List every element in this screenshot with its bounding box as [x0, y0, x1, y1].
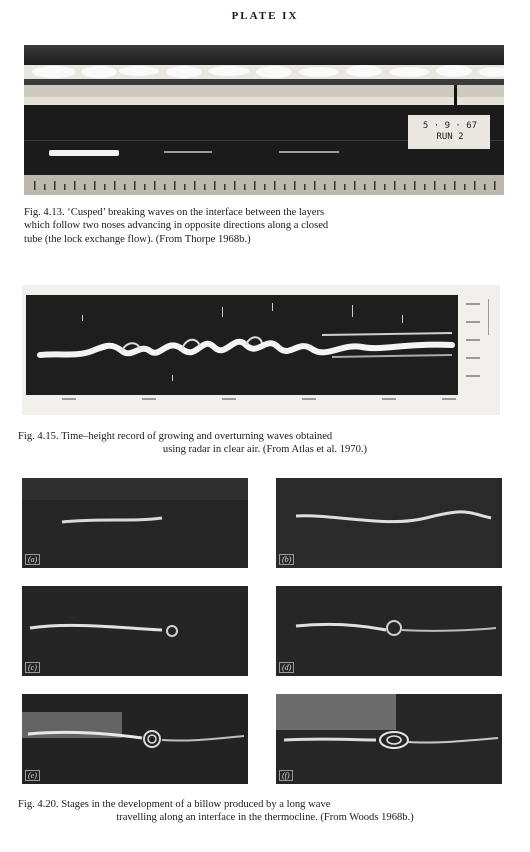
figure-4-20-caption	[18, 798, 512, 825]
plate-title: PLATE IX	[231, 10, 299, 22]
figure-4-15-caption	[18, 430, 512, 457]
billow-panel-b	[276, 478, 502, 568]
billow-panel-d	[276, 586, 502, 676]
figure-4-15-caption-line-2: using radar in clear air. (From Atlas et al. 1970.)	[162, 444, 368, 456]
billow-panel-a	[22, 478, 248, 568]
lock-exchange-tube-photo	[24, 45, 504, 195]
tube-run-label: RUN 2	[436, 132, 464, 142]
figure-4-13-caption-line-3: tube (the lock exchange flow). (From Thorpe 1968b.)	[24, 233, 251, 245]
billow-panel-c	[22, 586, 248, 676]
panel-label-b: (b)	[279, 554, 294, 565]
figure-4-13-caption-line-2: which follow two noses advancing in opposite directions along a closed	[24, 220, 329, 232]
radar-time-height-record	[22, 285, 500, 415]
figure-4-15-caption-line-1: Fig. 4.15. Time–height record of growing and overturning waves obtained	[18, 431, 333, 442]
billow-panel-e	[22, 694, 248, 784]
panel-label-f: (f)	[279, 770, 293, 781]
billow-panel-f	[276, 694, 502, 784]
figure-4-13-caption-line-1: Fig. 4.13. ‘Cusped’ breaking waves on the interface between the layers	[24, 207, 325, 218]
figure-4-13-caption	[24, 206, 510, 246]
panel-label-c: (c)	[25, 662, 40, 673]
tube-date-label: 5 · 9 · 67	[422, 121, 478, 131]
figure-4-20-caption-line-1: Fig. 4.20. Stages in the development of a billow produced by a long wave	[18, 799, 331, 810]
panel-label-d: (d)	[279, 662, 294, 673]
panel-label-a: (a)	[25, 554, 40, 565]
panel-label-e: (e)	[25, 770, 40, 781]
figure-4-20-caption-line-2: travelling along an interface in the thermocline. (From Woods 1968b.)	[116, 812, 414, 824]
